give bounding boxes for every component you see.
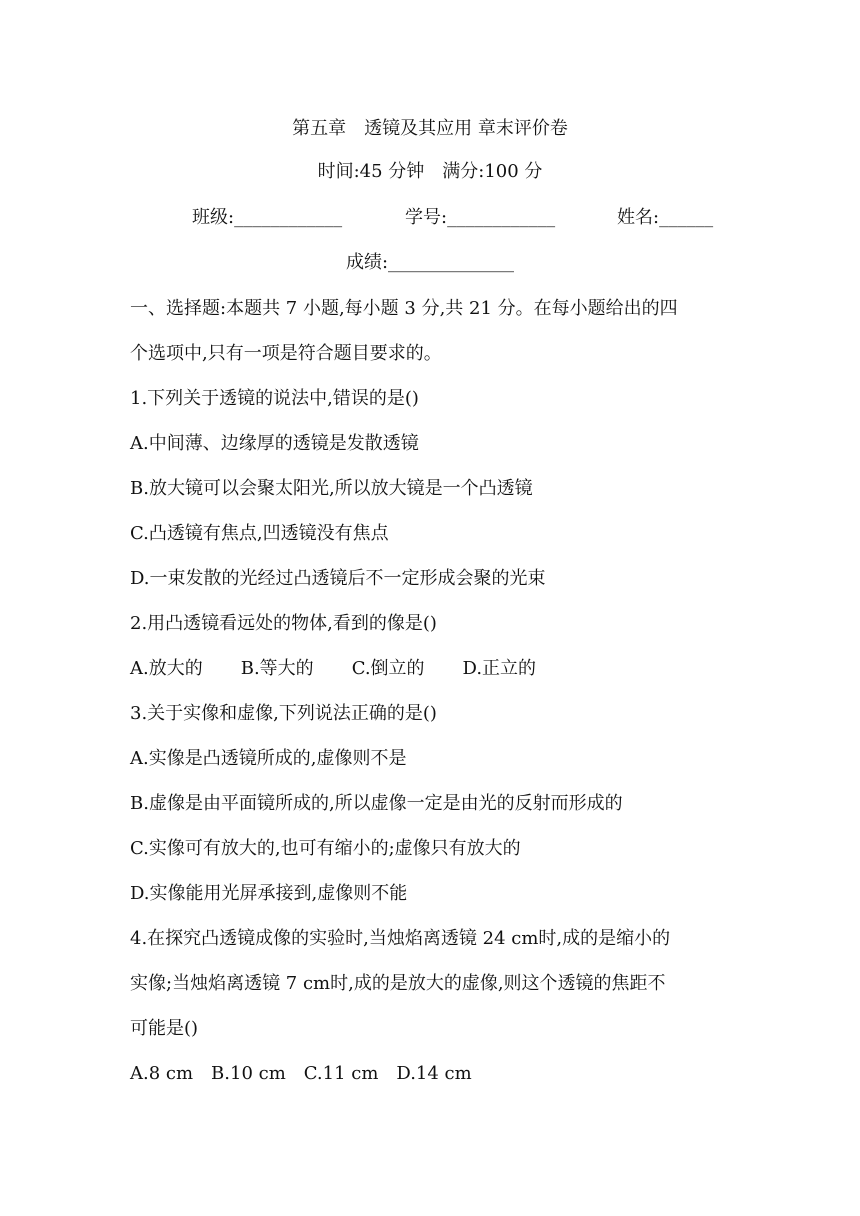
- class-field: 班级:____________: [192, 207, 343, 228]
- question-4-option-b: B.10 cm: [211, 1063, 286, 1084]
- question-4-stem-end: 可能是(): [130, 1018, 199, 1039]
- question-2-stem: 2.用凸透镜看远处的物体,看到的像是(): [130, 613, 437, 634]
- question-2-option-b: B.等大的: [240, 658, 314, 679]
- section-intro: 一、选择题:本题共 7 小题,每小题 3 分,共 21 分。在每小题给出的四: [130, 298, 678, 319]
- question-1-option-b: B.放大镜可以会聚太阳光,所以放大镜是一个凸透镜: [130, 478, 533, 499]
- question-3-option-c: C.实像可有放大的,也可有缩小的;虚像只有放大的: [130, 838, 521, 859]
- exam-time-score: 时间:45 分钟 满分:100 分: [317, 161, 543, 182]
- question-4-stem: 4.在探究凸透镜成像的实验时,当烛焰离透镜 24 cm时,成的是缩小的: [130, 928, 671, 949]
- question-2-options: [130, 657, 574, 681]
- question-3-option-b: B.虚像是由平面镜所成的,所以虚像一定是由光的反射而形成的: [130, 793, 623, 814]
- question-4-option-a: A.8 cm: [130, 1063, 194, 1084]
- question-1-option-d: D.一束发散的光经过凸透镜后不一定形成会聚的光束: [130, 568, 546, 589]
- question-3-option-a: A.实像是凸透镜所成的,虚像则不是: [130, 748, 407, 769]
- question-4-options: [130, 1062, 490, 1086]
- page-title: 第五章 透镜及其应用 章末评价卷: [292, 118, 568, 139]
- question-1-option-c: C.凸透镜有焦点,凹透镜没有焦点: [130, 523, 389, 544]
- score-field: 成绩:______________: [345, 252, 515, 273]
- question-1-option-a: A.中间薄、边缘厚的透镜是发散透镜: [130, 433, 419, 454]
- question-4-option-c: C.11 cm: [303, 1063, 379, 1084]
- section-intro-cont: 个选项中,只有一项是符合题目要求的。: [130, 343, 442, 364]
- student-number-field: 学号:____________: [405, 207, 556, 228]
- question-2-option-d: D.正立的: [462, 658, 537, 679]
- question-4-option-d: D.14 cm: [396, 1063, 472, 1084]
- name-field: 姓名:______: [617, 207, 714, 228]
- question-1-stem: 1.下列关于透镜的说法中,错误的是(): [130, 388, 419, 409]
- question-3-stem: 3.关于实像和虚像,下列说法正确的是(): [130, 703, 437, 724]
- question-2-option-a: A.放大的: [130, 658, 203, 679]
- question-4-stem-cont: 实像;当烛焰离透镜 7 cm时,成的是放大的虚像,则这个透镜的焦距不: [130, 973, 666, 994]
- question-3-option-d: D.实像能用光屏承接到,虚像则不能: [130, 883, 408, 904]
- question-2-option-c: C.倒立的: [351, 658, 425, 679]
